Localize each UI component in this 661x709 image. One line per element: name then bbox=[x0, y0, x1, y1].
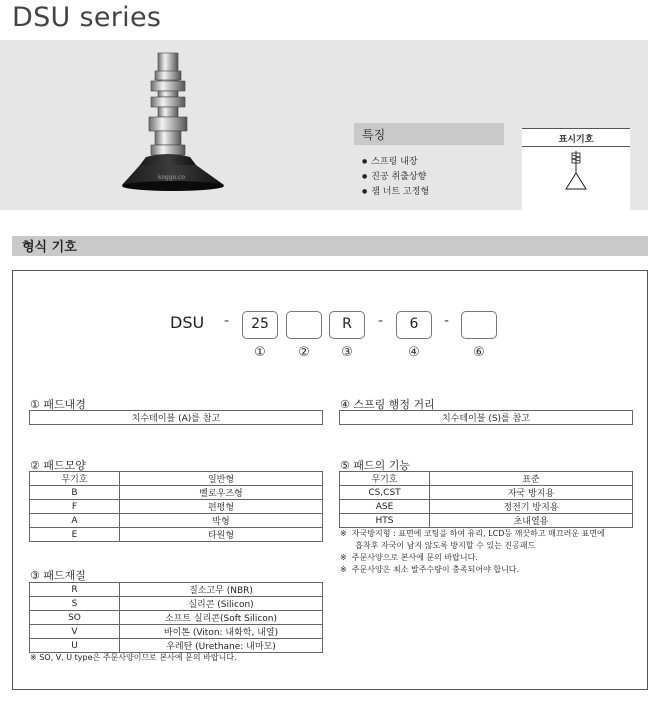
table-cell: R bbox=[30, 583, 120, 597]
table-row bbox=[30, 514, 323, 528]
table-cell: F bbox=[30, 500, 120, 514]
features-heading: 특징 bbox=[354, 123, 504, 145]
note-line: 흡착후 자국이 남지 않도록 방지할 수 있는 진공패드 bbox=[340, 541, 536, 550]
table-cell: 정전기 방지용 bbox=[430, 500, 633, 514]
table-cell: S bbox=[30, 597, 120, 611]
position-number: ⑥ bbox=[473, 345, 485, 360]
table-cell: 자국 방지용 bbox=[430, 486, 633, 500]
table-cell: 실리콘 (Silicon) bbox=[120, 597, 323, 611]
page-title: DSU series bbox=[12, 2, 162, 33]
code-box-pad-function bbox=[461, 311, 497, 339]
pad-shape-heading: ② 패드모양 bbox=[30, 459, 86, 472]
table-cell: 초내열용 bbox=[430, 514, 633, 528]
table-cell: V bbox=[30, 625, 120, 639]
table-row bbox=[30, 472, 323, 486]
table-row bbox=[30, 583, 323, 597]
section-title: 형식 기호 bbox=[22, 240, 77, 255]
code-box-pad-material: R bbox=[329, 311, 365, 339]
table-row bbox=[30, 597, 323, 611]
svg-text:koggo.co: koggo.co bbox=[158, 174, 185, 181]
table-cell: 우레탄 (Urethane: 내마모) bbox=[120, 639, 323, 653]
feature-item: ● 잼 너트 고정형 bbox=[362, 184, 429, 199]
table-row bbox=[340, 514, 633, 528]
code-box-spring-stroke: 6 bbox=[396, 311, 432, 339]
table-cell: 무기호 bbox=[340, 472, 430, 486]
table-row bbox=[30, 528, 323, 542]
pad-shape-table bbox=[29, 471, 323, 542]
table-cell: HTS bbox=[340, 514, 430, 528]
separator-dash: - bbox=[444, 313, 450, 329]
table-cell: 벨로우즈형 bbox=[120, 486, 323, 500]
spring-stroke-table bbox=[339, 410, 633, 425]
table-cell: 일반형 bbox=[120, 472, 323, 486]
pneumatic-symbol-icon bbox=[522, 147, 630, 209]
pad-function-table bbox=[339, 471, 633, 528]
separator-dash: - bbox=[378, 313, 384, 329]
feature-item: ● 스프링 내장 bbox=[362, 154, 429, 169]
table-cell: 편평형 bbox=[120, 500, 323, 514]
note-line: ※ 주문사양으로 본사에 문의 바랍니다. bbox=[340, 553, 478, 562]
separator-dash: - bbox=[224, 313, 230, 329]
table-cell: 바이톤 (Viton: 내화학, 내열) bbox=[120, 625, 323, 639]
table-row bbox=[30, 486, 323, 500]
table-row bbox=[340, 500, 633, 514]
pad-material-table bbox=[29, 582, 323, 653]
pad-function-notes bbox=[340, 528, 640, 576]
code-box-pad-shape bbox=[286, 311, 322, 339]
features-list bbox=[362, 154, 429, 199]
vacuum-pad-product-image bbox=[118, 45, 228, 195]
pad-diameter-table bbox=[29, 410, 323, 425]
pad-diameter-heading: ① 패드내경 bbox=[30, 398, 86, 411]
pad-material-note: ※ SO, V, U type은 주문사양이므로 본사에 문의 바랍니다. bbox=[30, 653, 237, 662]
pad-material-heading: ③ 패드재질 bbox=[30, 569, 86, 582]
table-cell: ASE bbox=[340, 500, 430, 514]
table-cell: 표준 bbox=[430, 472, 633, 486]
table-row bbox=[30, 625, 323, 639]
table-row bbox=[340, 472, 633, 486]
symbol-box bbox=[522, 128, 630, 210]
table-cell: 무기호 bbox=[30, 472, 120, 486]
table-cell: 타원형 bbox=[120, 528, 323, 542]
product-banner bbox=[0, 40, 648, 210]
table-row bbox=[30, 500, 323, 514]
table-cell: CS,CST bbox=[340, 486, 430, 500]
symbol-heading: 표시기호 bbox=[522, 129, 630, 147]
table-cell: 박형 bbox=[120, 514, 323, 528]
code-box-pad-diameter: 25 bbox=[242, 311, 278, 339]
spring-stroke-value: 치수테이블 (S)를 참고 bbox=[340, 411, 633, 425]
table-cell: SO bbox=[30, 611, 120, 625]
position-number: ③ bbox=[341, 345, 353, 360]
note-line: ※ 주문사양은 최소 발주수량이 충족되어야 합니다. bbox=[340, 565, 520, 574]
spring-stroke-heading: ④ 스프링 행정 거리 bbox=[340, 398, 435, 411]
table-cell: 소프트 실리콘(Soft Silicon) bbox=[120, 611, 323, 625]
table-cell: 질소고무 (NBR) bbox=[120, 583, 323, 597]
table-row bbox=[340, 486, 633, 500]
position-number: ④ bbox=[408, 345, 420, 360]
position-number: ① bbox=[254, 345, 266, 360]
section-bar bbox=[12, 236, 648, 256]
feature-item: ● 진공 취출상향 bbox=[362, 169, 429, 184]
pad-function-heading: ⑤ 패드의 기능 bbox=[340, 459, 410, 472]
position-number: ② bbox=[298, 345, 310, 360]
table-cell: E bbox=[30, 528, 120, 542]
table-cell: B bbox=[30, 486, 120, 500]
model-prefix: DSU bbox=[170, 313, 205, 332]
table-row bbox=[30, 611, 323, 625]
table-cell: A bbox=[30, 514, 120, 528]
note-line: ※ 자국방지형 : 표면에 코팅을 하여 유리, LCD등 깨끗하고 매끄러운 표면에 bbox=[340, 529, 605, 538]
table-row bbox=[30, 639, 323, 653]
table-cell: U bbox=[30, 639, 120, 653]
pad-diameter-value: 치수테이블 (A)를 참고 bbox=[30, 411, 323, 425]
